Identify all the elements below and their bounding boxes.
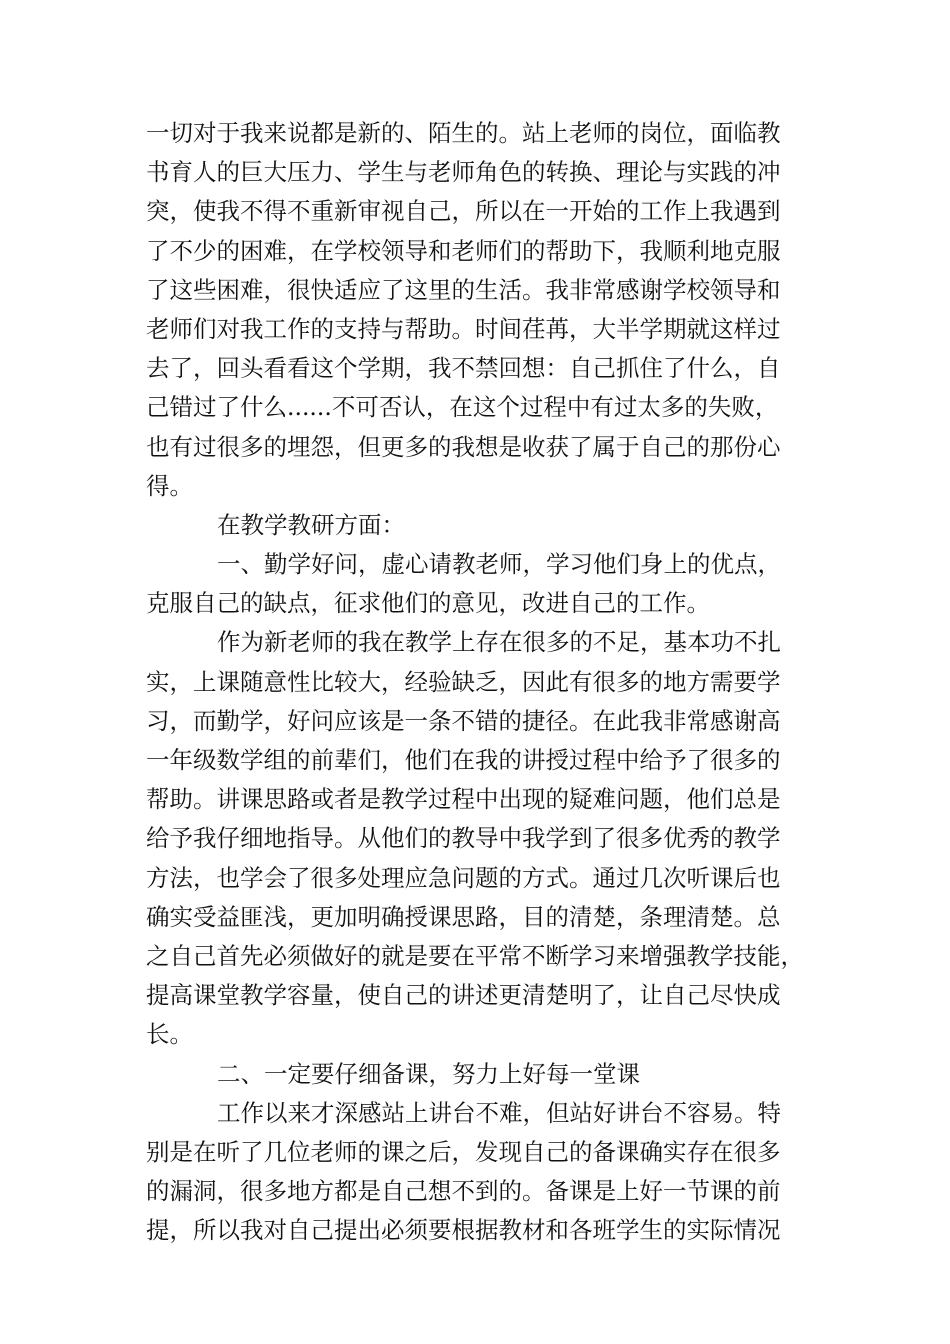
text-line: 了这些困难，很快适应了这里的生活。我非常感谢学校领导和 <box>146 275 781 304</box>
text-line: 突，使我不得不重新审视自己，所以在一开始的工作上我遇到 <box>146 197 781 226</box>
text-line: 克服自己的缺点，征求他们的意见，改进自己的工作。 <box>146 589 710 618</box>
text-line: 给予我仔细地指导。从他们的教导中我学到了很多优秀的教学 <box>146 824 781 853</box>
text-line: 方法，也学会了很多处理应急问题的方式。通过几次听课后也 <box>146 863 781 892</box>
text-line: 一年级数学组的前辈们，他们在我的讲授过程中给予了很多的 <box>146 746 781 774</box>
text-line: 的漏洞，很多地方都是自己想不到的。备课是上好一节课的前 <box>146 1177 781 1206</box>
subsection-heading: 二、一定要仔细备课，努力上好每一堂课 <box>217 1059 640 1088</box>
section-heading: 在教学教研方面： <box>217 510 405 539</box>
text-line: 书育人的巨大压力、学生与老师角色的转换、理论与实践的冲 <box>146 158 781 187</box>
text-line: 帮助。讲课思路或者是教学过程中出现的疑难问题，他们总是 <box>146 785 781 814</box>
text-line: 了不少的困难，在学校领导和老师们的帮助下，我顺利地克服 <box>146 236 781 265</box>
subsection-heading: 一、勤学好问，虚心请教老师，学习他们身上的优点， <box>217 550 781 579</box>
text-line: 作为新老师的我在教学上存在很多的不足，基本功不扎 <box>217 628 781 657</box>
document-body <box>146 114 806 1250</box>
text-line: 提，所以我对自己提出必须要根据教材和各班学生的实际情况 <box>146 1216 781 1245</box>
text-line: 实，上课随意性比较大，经验缺乏，因此有很多的地方需要学 <box>146 667 781 696</box>
text-line: 工作以来才深感站上讲台不难，但站好讲台不容易。特 <box>217 1098 781 1127</box>
text-line: 一切对于我来说都是新的、陌生的。站上老师的岗位，面临教 <box>146 119 781 147</box>
text-line: 得。 <box>146 471 193 500</box>
text-line: 老师们对我工作的支持与帮助。时间荏苒，大半学期就这样过 <box>146 314 781 343</box>
text-line: 去了，回头看看这个学期，我不禁回想：自己抓住了什么，自 <box>146 354 781 383</box>
text-line: 长。 <box>146 1020 193 1049</box>
text-line: 确实受益匪浅，更加明确授课思路，目的清楚，条理清楚。总 <box>146 902 781 931</box>
text-line: 提高课堂教学容量，使自己的讲述更清楚明了，让自己尽快成 <box>146 981 781 1010</box>
text-line: 习，而勤学，好问应该是一条不错的捷径。在此我非常感谢高 <box>146 706 781 735</box>
text-line: 己错过了什么......不可否认，在这个过程中有过太多的失败， <box>146 393 779 422</box>
text-line: 之自己首先必须做好的就是要在平常不断学习来增强教学技能， <box>146 941 804 970</box>
text-line: 别是在听了几位老师的课之后，发现自己的备课确实存在很多 <box>146 1137 781 1166</box>
text-line: 也有过很多的埋怨，但更多的我想是收获了属于自己的那份心 <box>146 432 781 461</box>
